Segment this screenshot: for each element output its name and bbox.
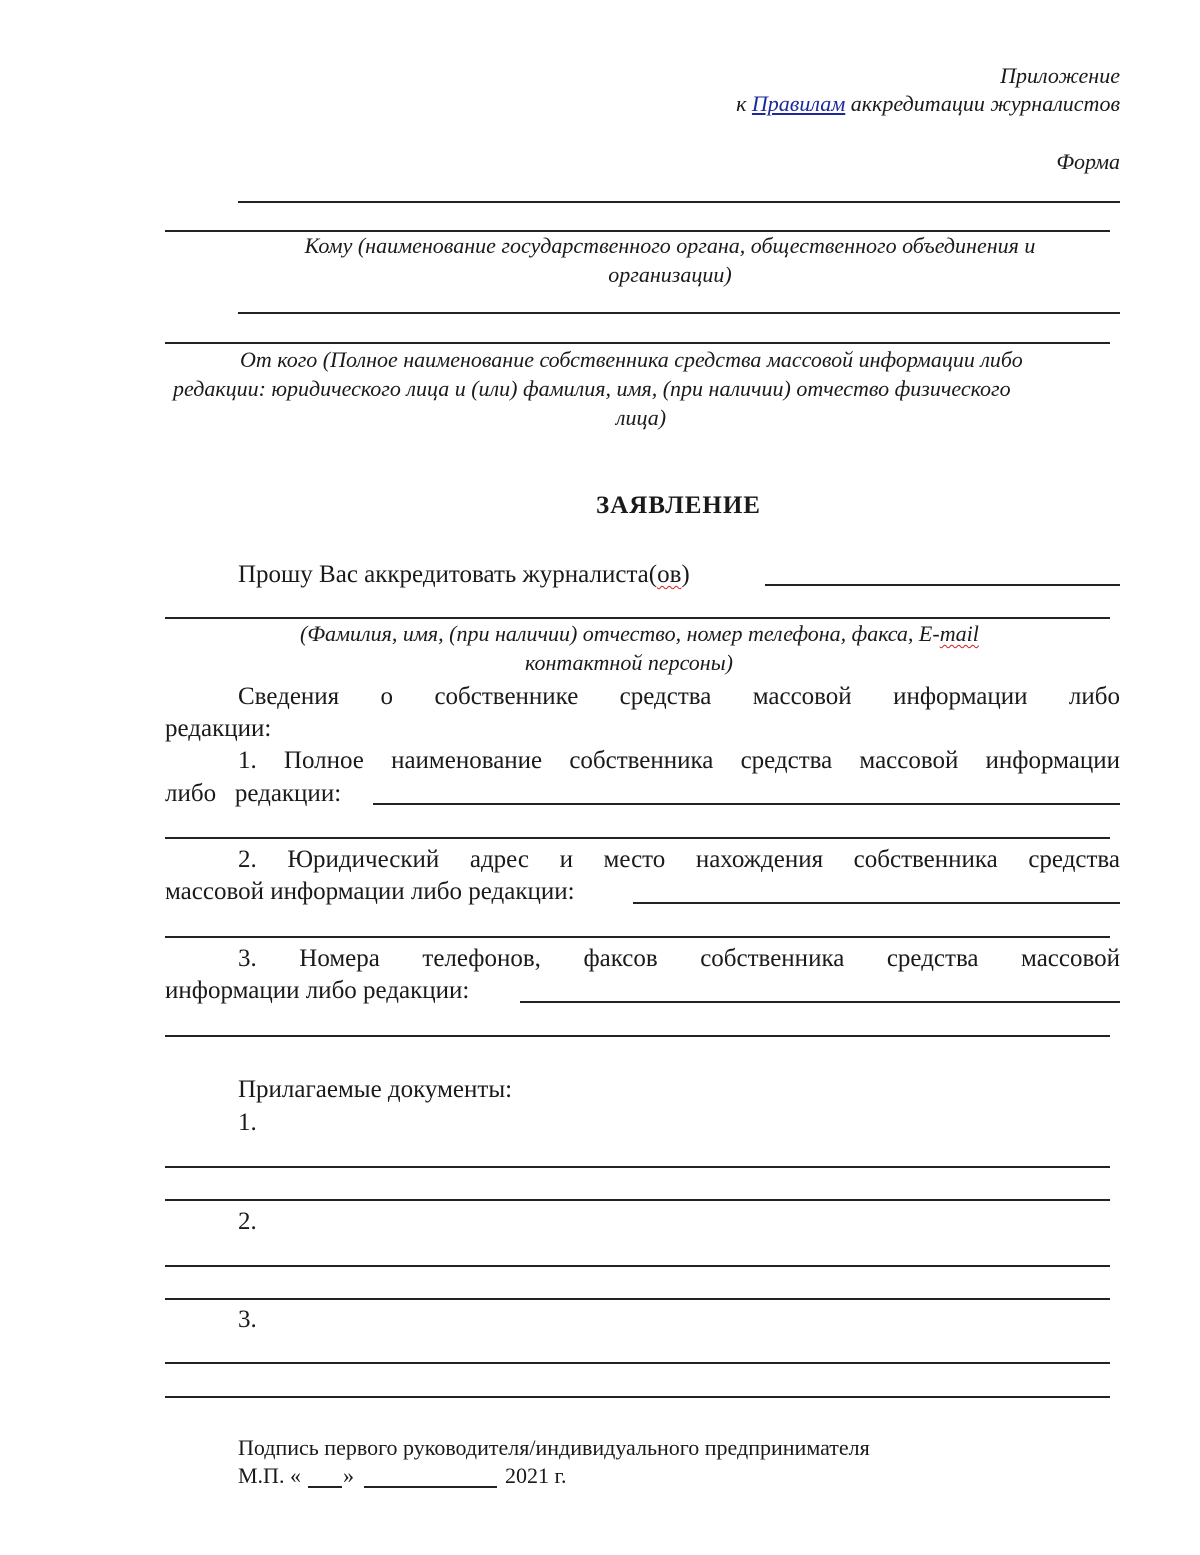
- item2-line-1: 2. Юридический адрес и место нахождения собственника средства: [238, 846, 1120, 873]
- item1-field-line-2[interactable]: [165, 837, 1110, 839]
- item2-field-line-2[interactable]: [165, 936, 1110, 938]
- attachments-heading: Прилагаемые документы:: [238, 1076, 513, 1103]
- item3-line-1: 3. Номера телефонов, факсов собственника средства массовой: [238, 945, 1120, 972]
- request-text: [238, 559, 690, 591]
- stamp-close-quote: »: [343, 1463, 354, 1488]
- attachment-3-line-1[interactable]: [165, 1362, 1110, 1364]
- item1-line-2b: редакции:: [234, 780, 342, 807]
- attachment-3-line-2[interactable]: [165, 1396, 1110, 1398]
- from-caption-line-2: редакции: юридического лица и (или) фамилия, имя, (при наличии) отчество физического: [173, 376, 1011, 401]
- contact-caption-main: (Фамилия, имя, (при наличии) отчество, номер телефона, факса, E-: [300, 621, 940, 646]
- owner-info-line-2: редакции:: [165, 715, 272, 742]
- document-title: ЗАЯВЛЕНИЕ: [596, 492, 761, 519]
- contact-caption-line-2: контактной персоны): [525, 650, 733, 675]
- attachment-3-number: 3.: [238, 1306, 257, 1333]
- from-field-line-1[interactable]: [238, 312, 1120, 314]
- attachment-2-line-2[interactable]: [165, 1298, 1110, 1300]
- item3-field-line-2[interactable]: [165, 1035, 1110, 1037]
- rules-link[interactable]: Правилам: [751, 91, 846, 116]
- contact-caption-email: mail: [939, 621, 979, 646]
- year-label: 2021 г.: [505, 1463, 567, 1488]
- date-day-field[interactable]: [308, 1486, 342, 1488]
- rules-suffix: аккредитации журналистов: [850, 91, 1120, 116]
- item2-line-2: массовой информации либо редакции:: [165, 878, 575, 905]
- form-label: Форма: [1056, 149, 1120, 174]
- journalist-field-line-1[interactable]: [765, 584, 1120, 586]
- appendix-label: Приложение: [1000, 63, 1120, 88]
- signature-label: Подпись первого руководителя/индивидуального предпринимателя: [238, 1435, 870, 1460]
- attachment-1-line-2[interactable]: [165, 1199, 1110, 1201]
- attachment-1-number: 1.: [238, 1109, 257, 1136]
- attachment-2-line-1[interactable]: [165, 1265, 1110, 1267]
- rules-reference: [736, 90, 1120, 118]
- attachment-2-number: 2.: [238, 1208, 257, 1235]
- from-caption-line-3: лица): [615, 405, 667, 430]
- to-caption-line-2: организации): [608, 262, 732, 287]
- from-caption-line-1: От кого (Полное наименование собственника средства массовой информации либо: [240, 347, 1023, 372]
- item1-line-2a: либо: [165, 780, 217, 807]
- request-text-close: ): [681, 561, 690, 588]
- attachment-1-line-1[interactable]: [165, 1166, 1110, 1168]
- owner-info-line-1: Сведения о собственнике средства массовой информации либо: [238, 683, 1120, 710]
- from-field-line-2[interactable]: [165, 342, 1110, 344]
- stamp-prefix: М.П. «: [238, 1463, 301, 1488]
- item1-line-2: [165, 778, 341, 810]
- item3-line-2: информации либо редакции:: [165, 977, 470, 1004]
- date-month-field[interactable]: [364, 1486, 497, 1488]
- journalist-field-line-2[interactable]: [165, 617, 1110, 619]
- request-text-suffix: ов: [657, 561, 682, 588]
- item3-field-line-1[interactable]: [520, 1001, 1120, 1003]
- rules-prefix: к: [736, 91, 747, 116]
- to-caption-line-1: Кому (наименование государственного органа, общественного объединения и: [304, 233, 1036, 258]
- item1-line-1: 1. Полное наименование собственника средства массовой информации: [238, 747, 1120, 774]
- contact-caption-line-1: [300, 620, 979, 648]
- item2-field-line-1[interactable]: [633, 902, 1120, 904]
- item1-field-line-1[interactable]: [373, 803, 1120, 805]
- to-field-line-1[interactable]: [238, 201, 1120, 203]
- request-text-main: Прошу Вас аккредитовать журналиста(: [238, 561, 658, 588]
